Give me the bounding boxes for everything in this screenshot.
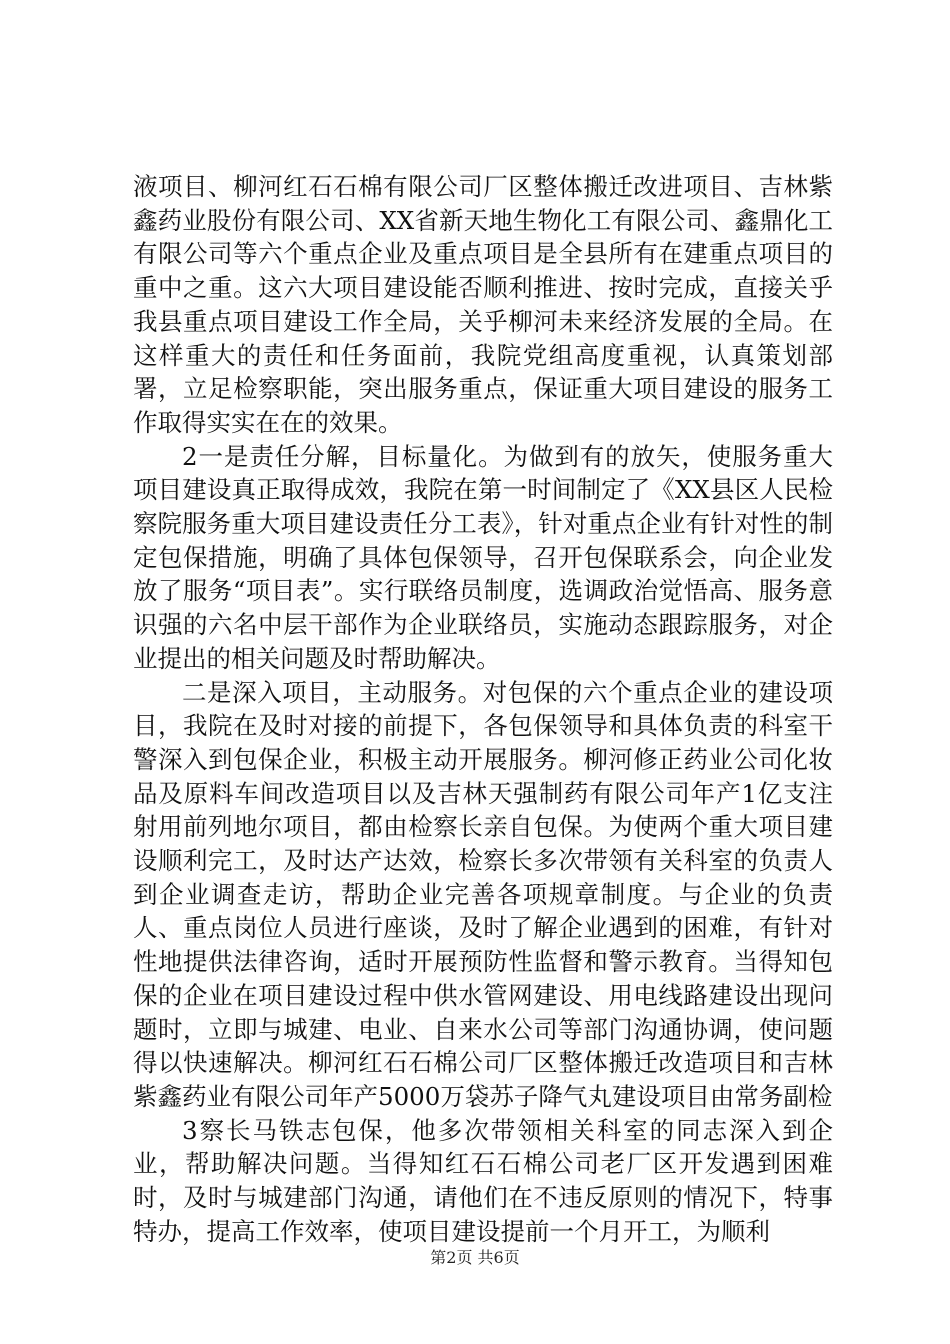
paragraph-4: 3察长马铁志包保，他多次带领相关科室的同志深入到企业，帮助解决问题。当得知红石石棉公司老厂区开发遇到困难时，及时与城建部门沟通，请他们在不违反原则的情况下，特事特办，提高工作效率，使项目建设提前一个月开工，为顺利	[133, 1115, 833, 1246]
paragraph-1: 液项目、柳河红石石棉有限公司厂区整体搬迁改进项目、吉林紫鑫药业股份有限公司、XX省新天地生物化工有限公司、鑫鼎化工有限公司等六个重点企业及重点项目是全县所有在建重点项目的重中之重。这六大项目建设能否顺利推进、按时完成，直接关乎我县重点项目建设工作全局，关乎柳河未来经济发展的全局。在这样重大的责任和任务面前，我院党组高度重视，认真策划部署，立足检察职能，突出服务重点，保证重大项目建设的服务工作取得实实在在的效果。	[133, 172, 833, 437]
page-number-footer: 第2页 共6页	[430, 1248, 520, 1267]
document-body	[133, 170, 833, 1249]
paragraph-3: 二是深入项目，主动服务。对包保的六个重点企业的建设项目，我院在及时对接的前提下，各包保领导和具体负责的科室干警深入到包保企业，积极主动开展服务。柳河修正药业公司化妆品及原料车间改造项目以及吉林天强制药有限公司年产1亿支注射用前列地尔项目，都由检察长亲自包保。为使两个重大项目建设顺利完工，及时达产达效，检察长多次带领有关科室的负责人到企业调查走访，帮助企业完善各项规章制度。与企业的负责人、重点岗位人员进行座谈，及时了解企业遇到的困难，有针对性地提供法律咨询，适时开展预防性监督和警示教育。当得知包保的企业在项目建设过程中供水管网建设、用电线路建设出现问题时，立即与城建、电业、自来水公司等部门沟通协调，使问题得以快速解决。柳河红石石棉公司厂区整体搬迁改造项目和吉林紫鑫药业有限公司年产5000万袋苏子降气丸建设项目由常务副检	[133, 677, 833, 1111]
paragraph-2: 2一是责任分解，目标量化。为做到有的放矢，使服务重大项目建设真正取得成效，我院在第一时间制定了《XX县区人民检察院服务重大项目建设责任分工表》，针对重点企业有针对性的制定包保措施，明确了具体包保领导，召开包保联系会，向企业发放了服务“项目表”。实行联络员制度，选调政治觉悟高、服务意识强的六名中层干部作为企业联络员，实施动态跟踪服务，对企业提出的相关问题及时帮助解决。	[133, 441, 833, 673]
